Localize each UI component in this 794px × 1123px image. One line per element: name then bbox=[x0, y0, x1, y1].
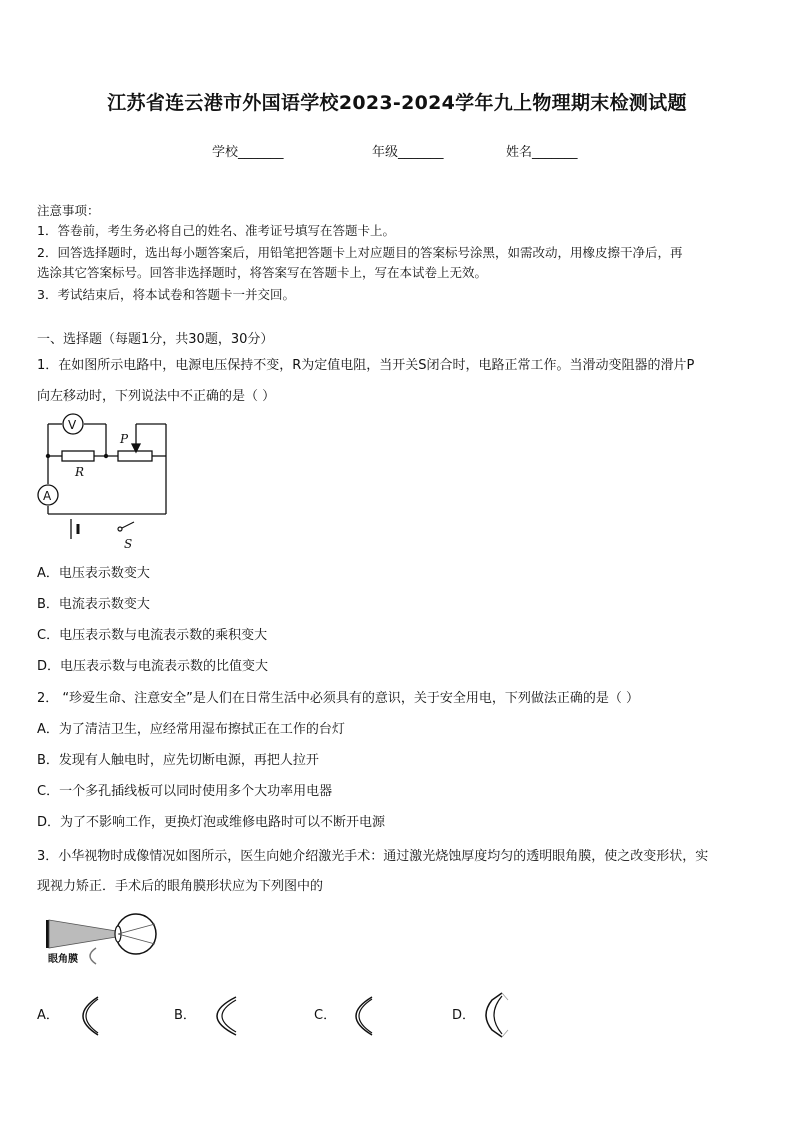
q2-option-a: A．为了清洁卫生，应经常用湿布擦拭正在工作的台灯 bbox=[37, 722, 345, 737]
q2-option-b: B．发现有人触电时，应先切断电源，再把人拉开 bbox=[37, 753, 319, 768]
q1-option-a: A．电压表示数变大 bbox=[37, 566, 150, 581]
grade-field: 年级_______ bbox=[372, 145, 444, 160]
resistor-label: R bbox=[75, 465, 85, 479]
q2-option-d: D．为了不影响工作，更换灯泡或维修电路时可以不断开电源 bbox=[37, 815, 386, 830]
cornea-shape-a-icon bbox=[66, 994, 106, 1038]
school-field: 学校_______ bbox=[212, 145, 284, 160]
name-field: 姓名_______ bbox=[506, 145, 578, 160]
q3-option-a-label: A． bbox=[37, 1008, 59, 1023]
notice-item-3: 3．考试结束后，将本试卷和答题卡一并交回。 bbox=[37, 287, 295, 302]
q1-option-b: B．电流表示数变大 bbox=[37, 597, 150, 612]
q2-stem: 2． “珍爱生命、注意安全”是人们在日常生活中必须具有的意识，关于安全用电，下列做法正确的是（ ） bbox=[37, 691, 640, 706]
cornea-shape-c-icon bbox=[340, 994, 380, 1038]
ammeter-label: A bbox=[43, 489, 52, 503]
q3-eye-diagram bbox=[44, 906, 164, 968]
slider-label: P bbox=[120, 432, 129, 446]
switch-label: S bbox=[124, 537, 133, 551]
q1-stem-line2: 向左移动时，下列说法中不正确的是（ ） bbox=[37, 389, 276, 404]
cornea-label: 眼角膜 bbox=[48, 954, 78, 965]
q3-option-b-label: B． bbox=[174, 1008, 196, 1023]
notice-item-2: 2．回答选择题时，选出每小题答案后，用铅笔把答题卡上对应题目的答案标号涂黑，如需改动，用橡皮擦干净后，再 bbox=[37, 245, 683, 260]
q1-option-d: D．电压表示数与电流表示数的比值变大 bbox=[37, 659, 269, 674]
page-title: 江苏省连云港市外国语学校2023-2024学年九上物理期末检测试题 bbox=[107, 92, 687, 114]
q3-option-c-label: C． bbox=[314, 1008, 337, 1023]
q3-stem-line2: 现视力矫正．手术后的眼角膜形状应为下列图中的 bbox=[37, 879, 324, 894]
q3-stem-line1: 3．小华视物时成像情况如图所示，医生向她介绍激光手术：通过激光烧蚀厚度均匀的透明眼角膜，使之改变形状，实 bbox=[37, 849, 709, 864]
notice-item-1: 1．答卷前，考生务必将自己的姓名、准考证号填写在答题卡上。 bbox=[37, 223, 395, 238]
q2-option-c: C．一个多孔插线板可以同时使用多个大功率用电器 bbox=[37, 784, 333, 799]
q1-circuit-diagram bbox=[38, 414, 168, 554]
voltmeter-label: V bbox=[68, 418, 77, 432]
q1-option-c: C．电压表示数与电流表示数的乘积变大 bbox=[37, 628, 268, 643]
notice-heading: 注意事项： bbox=[37, 203, 100, 218]
section-heading: 一、选择题（每题1分，共30题，30分） bbox=[37, 332, 274, 347]
q1-stem-line1: 1．在如图所示电路中，电源电压保持不变，R为定值电阻，当开关S闭合时，电路正常工作。当滑动变阻器的滑片P bbox=[37, 358, 695, 373]
notice-item-2-cont: 选涂其它答案标号。回答非选择题时，将答案写在答题卡上，写在本试卷上无效。 bbox=[37, 265, 488, 280]
q3-option-d-label: D． bbox=[452, 1008, 476, 1023]
cornea-shape-d-icon bbox=[478, 990, 518, 1040]
cornea-shape-b-icon bbox=[202, 994, 242, 1038]
